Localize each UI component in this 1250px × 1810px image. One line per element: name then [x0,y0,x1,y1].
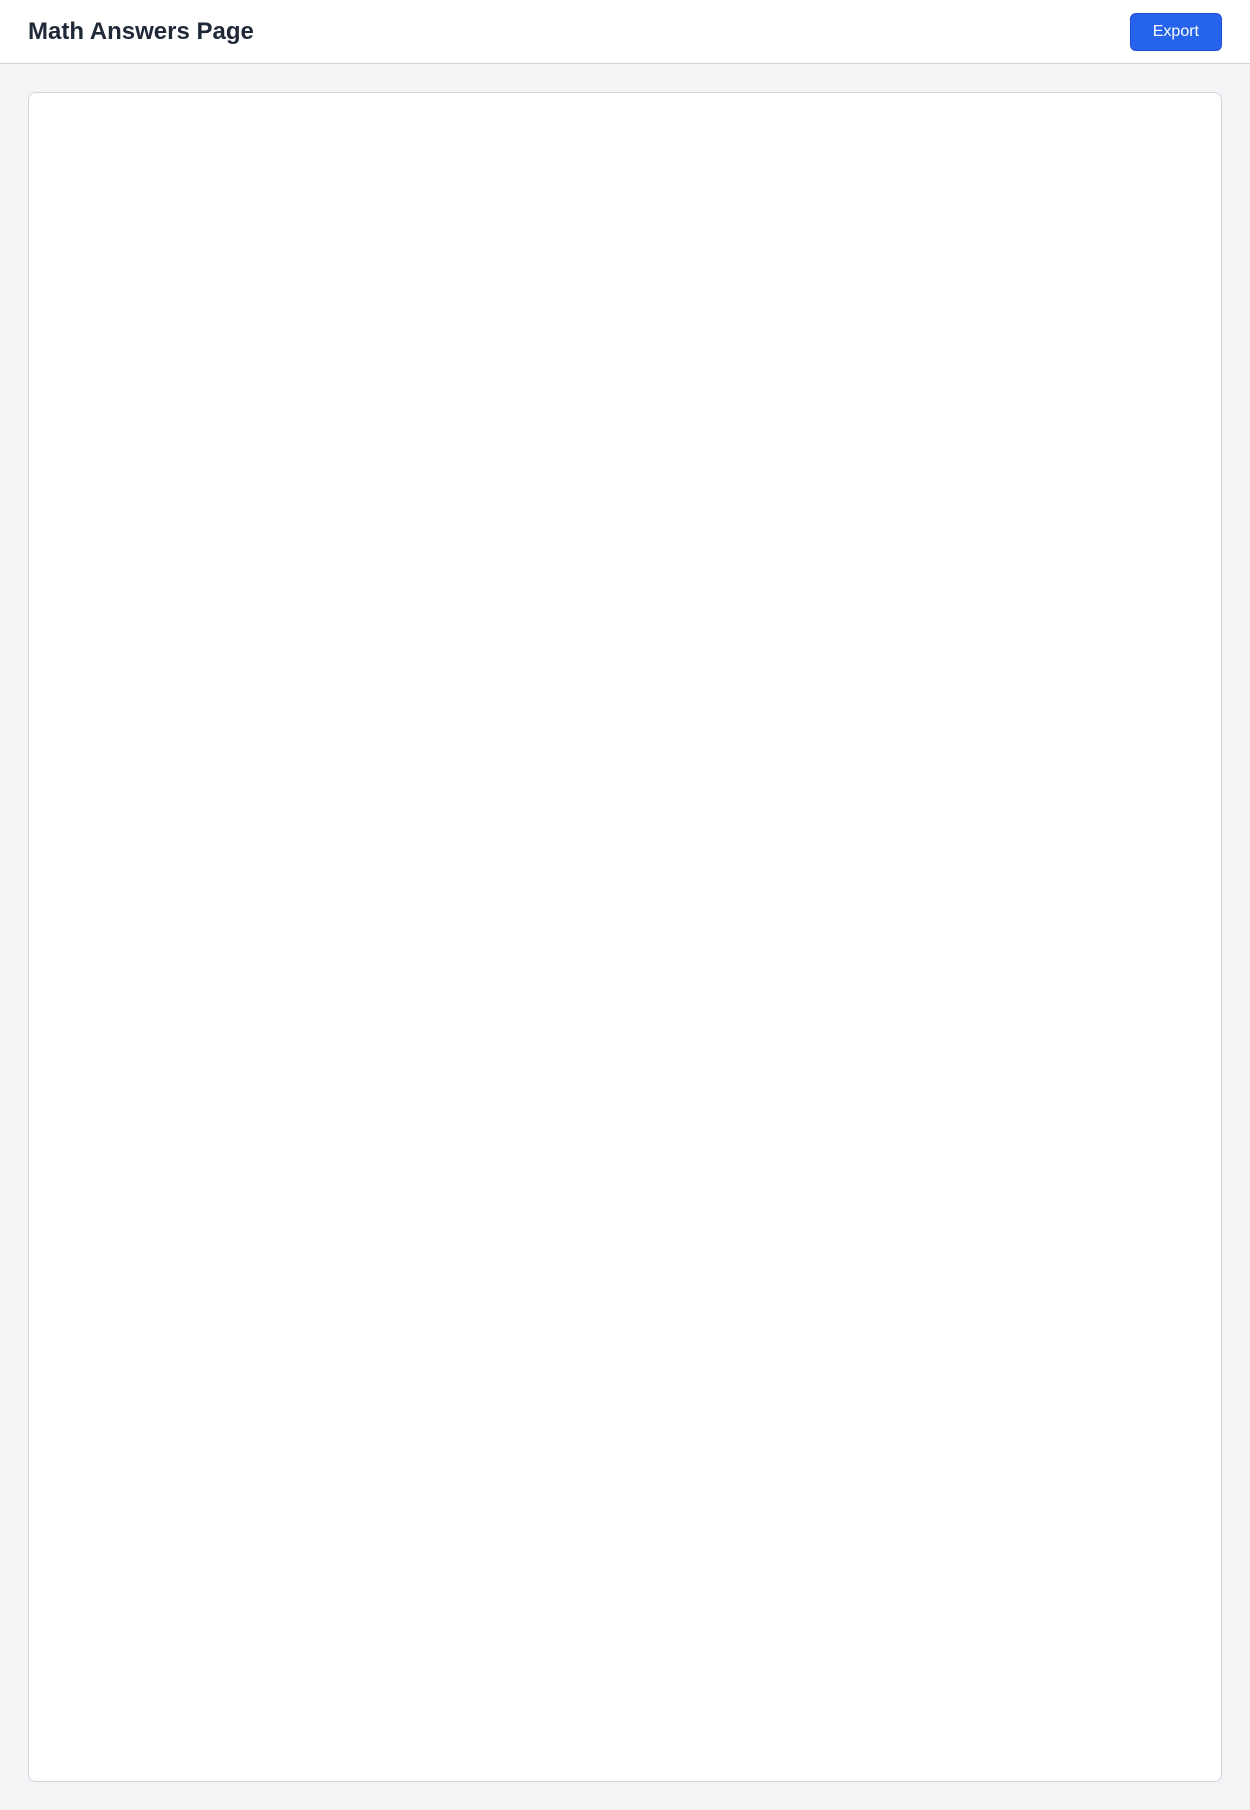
page-header [0,0,1250,64]
page-title: Math Answers Page [28,17,254,45]
main-content-panel [28,92,1222,1782]
main-area [0,64,1250,1810]
export-button[interactable]: Export [1130,13,1222,51]
